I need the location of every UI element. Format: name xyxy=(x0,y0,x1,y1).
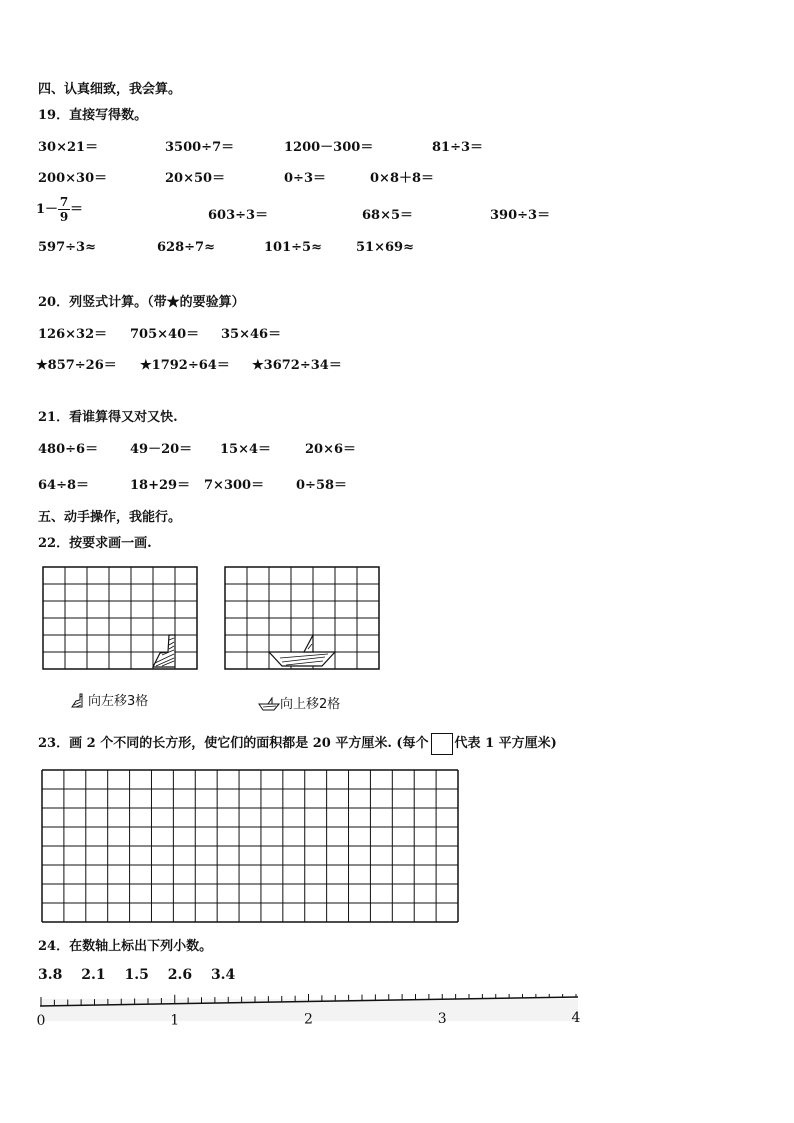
q21-title: 21．看谁算得又对又快. xyxy=(38,410,178,425)
q22-left-grid[interactable] xyxy=(42,566,200,672)
q22-left-caption xyxy=(70,690,148,709)
q22-title: 22．按要求画一画. xyxy=(38,536,152,551)
q21-r1-item: 480÷6＝ xyxy=(38,442,99,457)
fraction-denominator: 9 xyxy=(59,210,69,224)
q22-right-caption xyxy=(258,693,340,712)
q19-r1-item: 81÷3＝ xyxy=(432,140,484,155)
q20-title: 20．列竖式计算。（带★的要验算） xyxy=(38,295,245,310)
number-line-label: 0 xyxy=(36,1013,46,1029)
number-line-label: 2 xyxy=(304,1011,313,1028)
q19-title: 19．直接写得数。 xyxy=(38,108,148,123)
q19-r2-item: 200×30＝ xyxy=(38,171,108,186)
q19-r2-item: 0÷3＝ xyxy=(284,171,326,186)
caption-text: 向上移2格 xyxy=(280,697,341,712)
q19-r3-item: 68×5＝ xyxy=(362,208,414,223)
q19-r3-item: 390÷3＝ xyxy=(490,208,551,223)
section-4-title: 四、认真细致，我会算。 xyxy=(38,82,182,97)
hatched-shape-icon xyxy=(70,693,88,709)
q23-title-after: 代表 1 平方厘米) xyxy=(454,736,557,751)
decimal-value: 3.8 xyxy=(38,967,63,983)
q20-r2-item: ★857÷26＝ xyxy=(36,358,117,373)
number-line-label: 1 xyxy=(170,1012,180,1029)
q19-r4-item: 628÷7≈ xyxy=(157,240,215,255)
q19-r4-item: 597÷3≈ xyxy=(38,240,96,255)
caption-text: 向左移3格 xyxy=(88,694,149,709)
q19-r1-item: 3500÷7＝ xyxy=(165,140,235,155)
q23-title xyxy=(38,732,557,755)
q21-r2-item: 64÷8＝ xyxy=(38,478,90,493)
q20-r2-item: ★3672÷34＝ xyxy=(252,358,342,373)
q19-r4-item: 51×69≈ xyxy=(356,240,414,255)
fraction-prefix: 1－ xyxy=(36,202,59,217)
fraction xyxy=(58,195,70,224)
q19-r4-item: 101÷5≈ xyxy=(264,240,322,255)
q24-number-line[interactable] xyxy=(36,994,586,1030)
boat-shape-icon xyxy=(269,635,335,666)
q19-r2-item: 20×50＝ xyxy=(165,171,226,186)
q21-r2-item: 18+29＝ xyxy=(130,478,191,493)
q21-r1-item: 15×4＝ xyxy=(220,442,272,457)
boat-shape-icon xyxy=(258,697,280,711)
q22-right-grid[interactable] xyxy=(224,566,382,672)
q19-r1-item: 1200－300＝ xyxy=(284,140,374,155)
q24-decimals xyxy=(38,967,235,983)
decimal-value: 1.5 xyxy=(124,967,149,983)
q21-r2-item: 7×300＝ xyxy=(204,478,265,493)
q23-title-before: 23．画 2 个不同的长方形，使它们的面积都是 20 平方厘米. (每个 xyxy=(38,736,429,751)
hatched-shape-icon xyxy=(153,635,175,667)
decimal-value: 2.6 xyxy=(167,967,193,983)
q19-r3-item: 603÷3＝ xyxy=(208,208,269,223)
number-line-label: 4 xyxy=(571,1010,581,1026)
q19-r1-item: 30×21＝ xyxy=(38,140,99,155)
q21-r1-item: 49－20＝ xyxy=(130,442,193,457)
q20-r1-item: 705×40＝ xyxy=(130,327,200,342)
number-line-label: 3 xyxy=(437,1010,447,1027)
q21-r2-item: 0÷58＝ xyxy=(296,478,348,493)
fraction-suffix: ＝ xyxy=(70,202,84,217)
q20-r2-item: ★1792÷64＝ xyxy=(140,358,230,373)
section-5-title: 五、动手操作，我能行。 xyxy=(38,510,182,525)
decimal-value: 2.1 xyxy=(81,967,106,983)
q19-r2-item: 0×8＋8＝ xyxy=(370,171,435,186)
q20-r1-item: 35×46＝ xyxy=(221,327,282,342)
decimal-value: 3.4 xyxy=(210,967,236,983)
q19-fraction-item xyxy=(36,195,83,224)
q20-r1-item: 126×32＝ xyxy=(38,327,108,342)
q23-grid[interactable] xyxy=(40,768,460,924)
q24-title: 24．在数轴上标出下列小数。 xyxy=(38,939,213,954)
fraction-numerator: 7 xyxy=(59,195,69,209)
unit-square-icon xyxy=(431,733,453,755)
q21-r1-item: 20×6＝ xyxy=(305,442,357,457)
